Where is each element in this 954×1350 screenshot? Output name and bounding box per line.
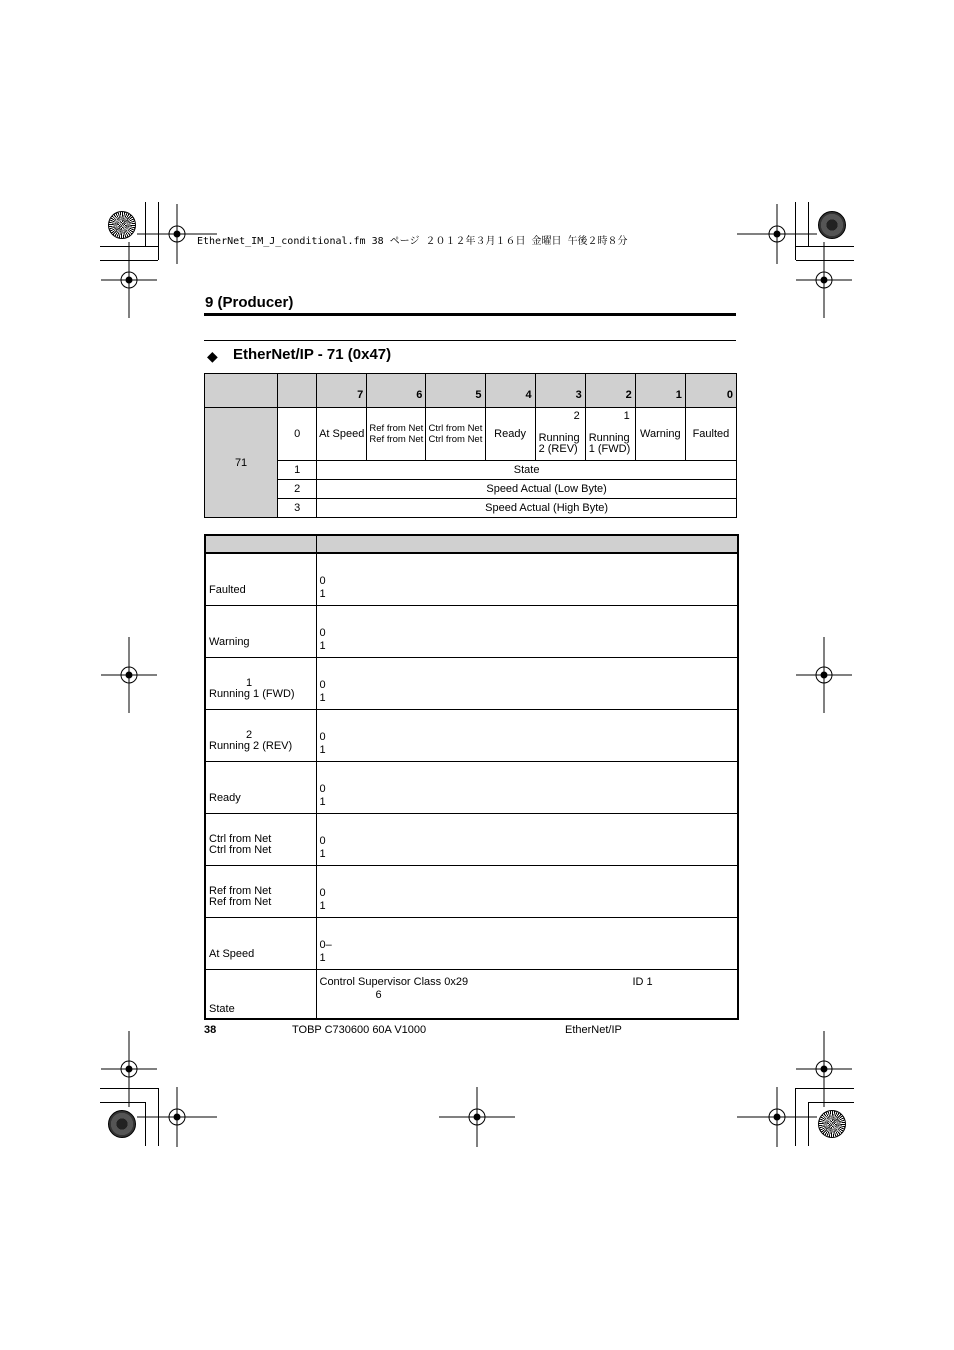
row-description [316, 814, 738, 866]
bit-ready: Ready [485, 408, 535, 461]
header-cell-instance [205, 374, 278, 408]
table-row [205, 710, 738, 762]
value-line: ID 1 [632, 976, 653, 988]
byte-row [205, 461, 737, 480]
table-row [205, 814, 738, 866]
value-line: 1 [319, 588, 326, 600]
row-description [316, 658, 738, 710]
divider [204, 340, 736, 341]
bit-header: 4 [485, 374, 535, 408]
byte-row [205, 408, 737, 461]
bit-label-text [589, 433, 631, 455]
bit-label-line: Ctrl from Net [428, 423, 483, 434]
table-row [205, 970, 738, 1020]
row-name [205, 866, 316, 918]
bit-warning: Warning [635, 408, 685, 461]
row-name-line: Faulted [209, 584, 246, 596]
bit-header-row [205, 374, 737, 408]
byte-row [205, 480, 737, 499]
value-line: Control Supervisor Class 0x29 [319, 976, 469, 988]
value-line: 0 [319, 627, 326, 639]
row-description [316, 970, 738, 1020]
diamond-bullet-icon: ◆ [207, 348, 218, 364]
row-name-line: At Speed [209, 948, 255, 960]
byte-number: 3 [278, 499, 317, 518]
row-name [205, 762, 316, 814]
row-name-line: Ctrl from Net [209, 833, 272, 845]
byte-speed-high [317, 499, 737, 518]
bit-header: 6 [367, 374, 426, 408]
row-name [205, 918, 316, 970]
bit-label-line: Running [538, 432, 580, 444]
row-name-line: Ctrl from Net [209, 844, 272, 856]
row-name-line: 2 [246, 729, 253, 741]
header-cell-description [316, 535, 738, 553]
value-line: 0 [319, 835, 326, 847]
byte-speed-low [317, 480, 737, 499]
bit-label-number: 2 [573, 410, 580, 422]
row-name-line: Running 1 (FWD) [209, 688, 295, 700]
section-rule [204, 313, 736, 316]
bit-header: 0 [685, 374, 736, 408]
value-line: 1 [319, 744, 326, 756]
byte-number: 2 [278, 480, 317, 499]
bit-running-1 [585, 408, 635, 461]
bit-at-speed: At Speed [317, 408, 367, 461]
footer-doc-number: TOBP C730600 60A V1000 [292, 1024, 427, 1036]
byte-state: State [317, 461, 737, 480]
description-table [204, 534, 739, 1020]
row-name-line: Warning [209, 636, 250, 648]
row-name [205, 658, 316, 710]
row-name-line: 1 [246, 677, 253, 689]
value-line: 1 [319, 952, 326, 964]
bit-header: 7 [317, 374, 367, 408]
subsection-title: EtherNet/IP - 71 (0x47) [233, 346, 392, 363]
header-cell-name [205, 535, 316, 553]
row-description [316, 918, 738, 970]
bit-label-text [539, 433, 580, 455]
row-name [205, 710, 316, 762]
row-name-line: Ready [209, 792, 241, 804]
table-row [205, 866, 738, 918]
bit-layout-table [204, 373, 737, 518]
byte-label: Speed Actual (High Byte) [485, 502, 609, 514]
value-line: 0 [319, 731, 326, 743]
row-name [205, 814, 316, 866]
row-name [205, 970, 316, 1020]
table-row [205, 658, 738, 710]
bit-label-line: Ctrl from Net [428, 434, 483, 445]
value-line: 0 [319, 887, 326, 899]
bit-header: 3 [535, 374, 585, 408]
bit-label-line: 1 (FWD) [588, 443, 631, 455]
value-line: 1 [319, 796, 326, 808]
section-title: 9 (Producer) [205, 294, 294, 311]
table-row [205, 553, 738, 606]
value-line: 1 [319, 848, 326, 860]
bit-label-line: Running [588, 432, 630, 444]
page-number: 38 [204, 1024, 217, 1036]
row-name-line: Ref from Net [209, 896, 272, 908]
table-row [205, 762, 738, 814]
row-description [316, 866, 738, 918]
row-name-line: Running 2 (REV) [209, 740, 293, 752]
value-line: 0– [319, 939, 332, 951]
bit-label-line: Ref from Net [369, 434, 424, 445]
table-row [205, 918, 738, 970]
row-name [205, 606, 316, 658]
value-line: 1 [319, 900, 326, 912]
row-name-line: Ref from Net [209, 885, 272, 897]
value-line: 0 [319, 575, 326, 587]
value-line: 0 [319, 679, 326, 691]
file-info-line: EtherNet_IM_J_conditional.fm 38 ページ ２０１２年３月１６日 金曜日 午後２時８分 [197, 236, 628, 247]
bit-running-2 [535, 408, 585, 461]
byte-row [205, 499, 737, 518]
bit-header: 5 [426, 374, 485, 408]
bit-label-line: Ref from Net [369, 423, 424, 434]
description-header-row [205, 535, 738, 553]
row-name-line: State [209, 1003, 235, 1015]
value-line: 1 [319, 692, 326, 704]
byte-number: 1 [278, 461, 317, 480]
row-description [316, 606, 738, 658]
byte-label: Speed Actual (Low Byte) [486, 483, 607, 495]
bit-header: 1 [635, 374, 685, 408]
value-line: 0 [319, 783, 326, 795]
row-name [205, 553, 316, 606]
instance-cell: 71 [205, 408, 278, 518]
value-line: 6 [375, 989, 382, 1001]
bit-header: 2 [585, 374, 635, 408]
footer-product: EtherNet/IP [565, 1024, 622, 1036]
byte-number: 0 [278, 408, 317, 461]
bit-faulted: Faulted [685, 408, 736, 461]
bit-ref-from-net [367, 408, 426, 461]
table-row [205, 606, 738, 658]
row-description [316, 762, 738, 814]
bit-label-line: 2 (REV) [538, 443, 578, 455]
row-description [316, 553, 738, 606]
value-line: 1 [319, 640, 326, 652]
bit-ctrl-from-net [426, 408, 485, 461]
header-cell-byte [278, 374, 317, 408]
bit-label-number: 1 [623, 410, 630, 422]
row-description [316, 710, 738, 762]
